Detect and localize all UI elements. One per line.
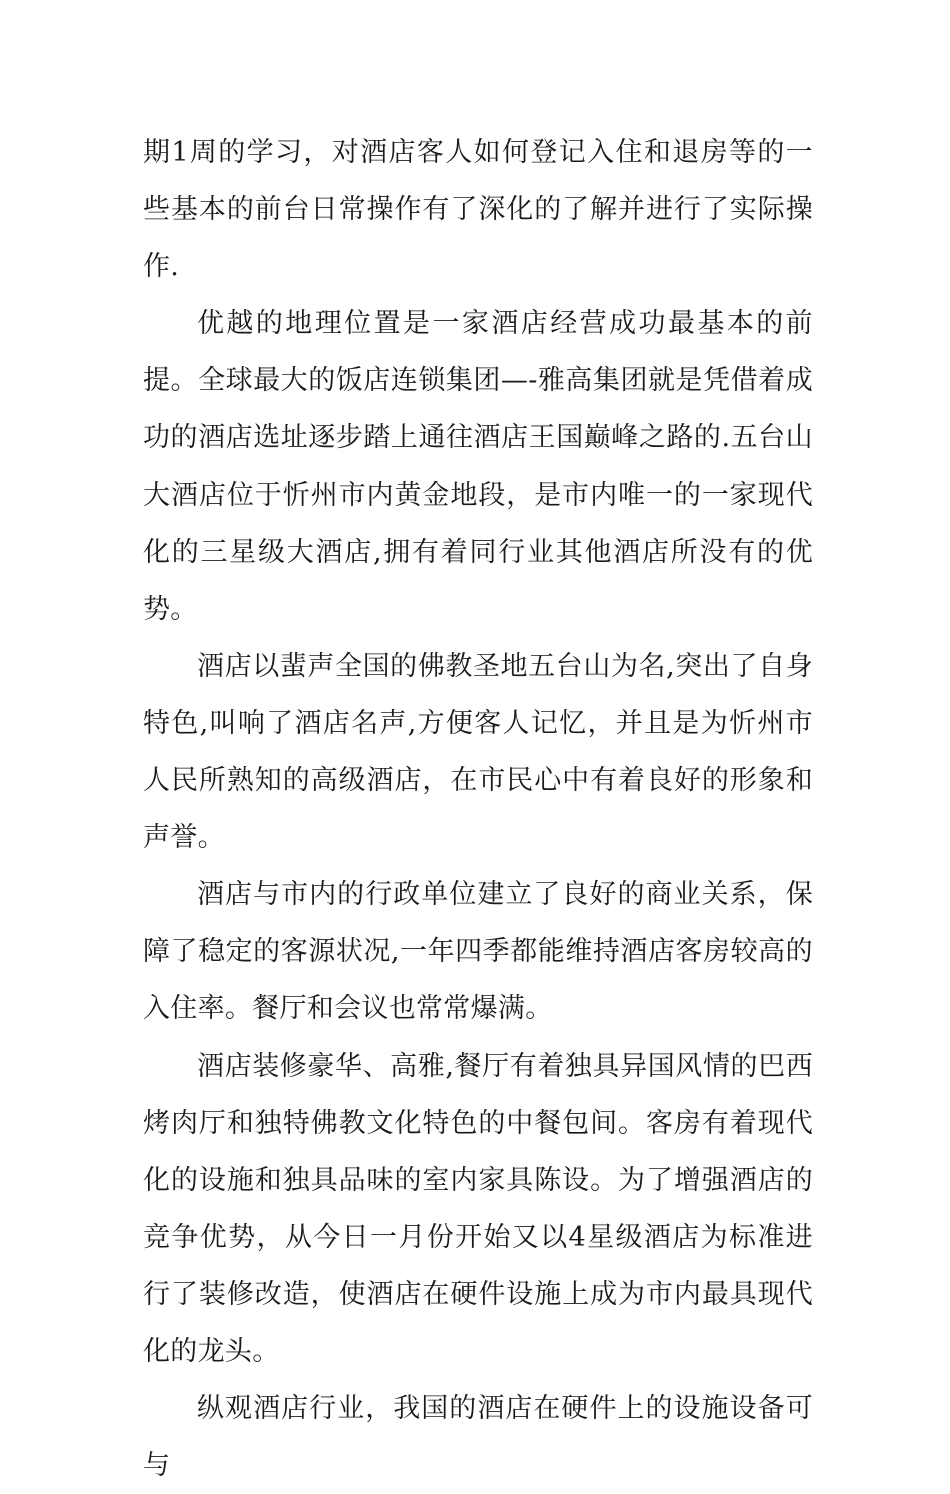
paragraph-6: 纵观酒店行业，我国的酒店在硬件上的设施设备可与 <box>143 1393 813 1482</box>
paragraph-2: 优越的地理位置是一家酒店经营成功最基本的前提。全球最大的饭店连锁集团—-雅高集团就是凭借着成功的酒店选址逐步踏上通往酒店王国巅峰之路的.五台山大酒店位于忻州市内黄金地段，是市内唯一的一家现代化的三星级大酒店,拥有着同行业其他酒店所没有的优势。 <box>143 308 813 625</box>
paragraph-3: 酒店以蜚声全国的佛教圣地五台山为名,突出了自身特色,叫响了酒店名声,方便客人记忆，并且是为忻州市人民所熟知的高级酒店，在市民心中有着良好的形象和声誉。 <box>143 650 813 854</box>
paragraph-4: 酒店与市内的行政单位建立了良好的商业关系，保障了稳定的客源状况,一年四季都能维持酒店客房较高的入住率。餐厅和会议也常常爆满。 <box>143 879 813 1025</box>
paragraph-5: 酒店装修豪华、高雅,餐厅有着独具异国风情的巴西烤肉厅和独特佛教文化特色的中餐包间。客房有着现代化的设施和独具品味的室内家具陈设。为了增强酒店的竞争优势，从今日一月份开始又以4星级酒店为标准进行了装修改造，使酒店在硬件设施上成为市内最具现代化的龙头。 <box>143 1050 813 1367</box>
document-body <box>143 124 813 1494</box>
paragraph-1: 期1周的学习，对酒店客人如何登记入住和退房等的一些基本的前台日常操作有了深化的了解并进行了实际操作. <box>143 137 813 283</box>
